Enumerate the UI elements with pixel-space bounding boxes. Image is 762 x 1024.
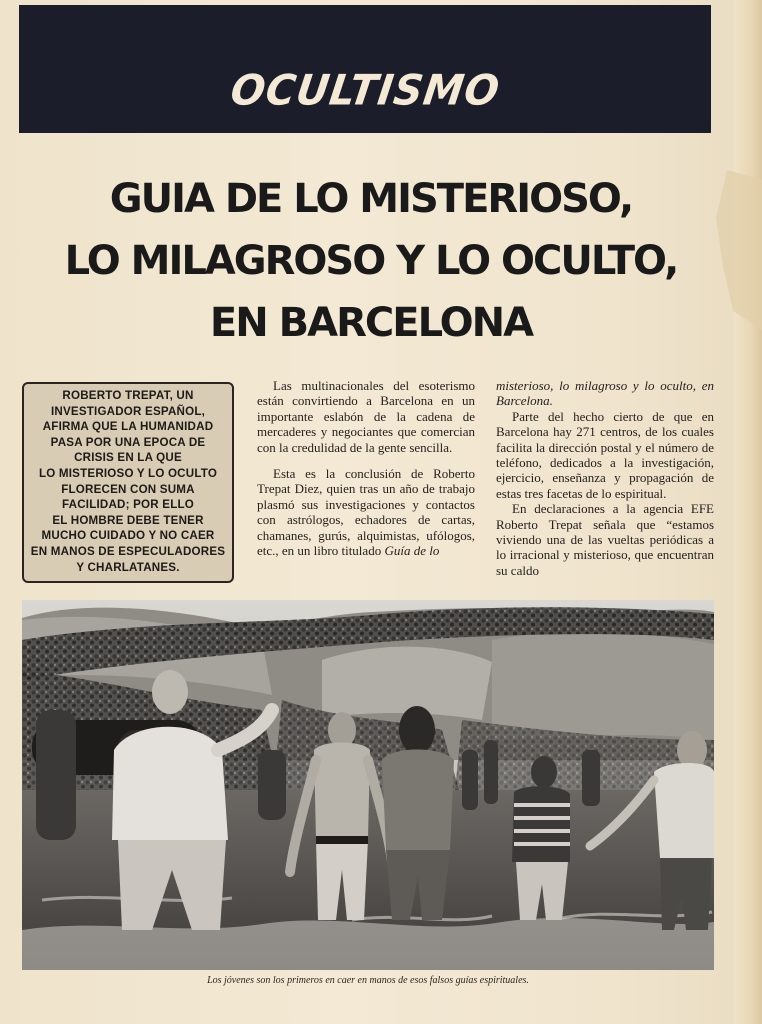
- paragraph-4: En declaraciones a la agencia EFE Roberto Trepat señala que “estamos viviendo una de las vueltas periódicas a lo irracional y misterioso, que encuentran su caldo: [496, 501, 714, 578]
- pull-quote-line: MUCHO CUIDADO Y NO CAER: [41, 529, 215, 543]
- photo-illustration: [22, 600, 714, 970]
- page-edge-shadow: [734, 0, 762, 1024]
- article-column-1: [257, 378, 475, 558]
- news-photo: [22, 600, 714, 970]
- pull-quote-line: ROBERTO TREPAT, UN: [62, 389, 194, 402]
- section-title: OCULTISMO: [227, 66, 503, 116]
- paragraph-2: [257, 466, 475, 558]
- pull-quote-line: INVESTIGADOR ESPAÑOL,: [50, 404, 206, 418]
- pull-quote-line: CRISIS EN LA QUE: [74, 451, 182, 465]
- pull-quote-line: EL HOMBRE DEBE TENER: [52, 513, 204, 527]
- pull-quote-line: EN MANOS DE ESPECULADORES: [30, 544, 226, 558]
- pull-quote-line: PASA POR UNA EPOCA DE: [50, 435, 206, 449]
- paragraph-1: Las multinacionales del esoterismo están convirtiendo a Barcelona en un importante eslabón de la cadena de mercaderes y negociantes que comercian con la credulidad de la gente sencilla.: [257, 378, 475, 455]
- headline-line-2: LO MILAGROSO Y LO OCULTO,: [64, 238, 678, 284]
- section-banner: [19, 5, 711, 133]
- paragraph-3: Parte del hecho cierto de que en Barcelona hay 271 centros, de los cuales facilita la dirección postal y el número de teléfono, dedicados a la investigación, ejercicio, enseñanza y propagación de estas tres facetas de lo espiritual.: [496, 408, 714, 501]
- pull-quote-line: LO MISTERIOSO Y LO OCULTO: [38, 466, 218, 480]
- article-column-2: [496, 378, 714, 578]
- pull-quote-line: FLORECEN CON SUMA: [61, 482, 195, 496]
- headline-line-3: EN BARCELONA: [209, 300, 533, 346]
- paragraph-2-text: Esta es la conclusión de Roberto Trepat Diez, quien tras un año de trabajo plasmó sus investigaciones y contactos con astrólogos, echadores de cartas, chamanes, gurús, alquimistas, ufólogos, etc., en un libro titulado: [257, 466, 475, 559]
- pull-quote-line: AFIRMA QUE LA HUMANIDAD: [42, 420, 214, 434]
- pull-quote-line: FACILIDAD; POR ELLO: [62, 498, 194, 512]
- pull-quote-line: Y CHARLATANES.: [76, 560, 180, 574]
- pull-quote-box: [22, 382, 234, 583]
- photo-caption: Los jóvenes son los primeros en caer en manos de esos falsos guías espirituales.: [207, 975, 529, 986]
- book-title-part-2: misterioso, lo milagroso y lo oculto, en Barcelona.: [496, 378, 714, 409]
- headline-line-1: GUIA DE LO MISTERIOSO,: [109, 176, 633, 222]
- book-title-part-1: Guía de lo: [384, 543, 440, 559]
- headline: [10, 168, 732, 354]
- paragraph-2-continued: [496, 378, 714, 409]
